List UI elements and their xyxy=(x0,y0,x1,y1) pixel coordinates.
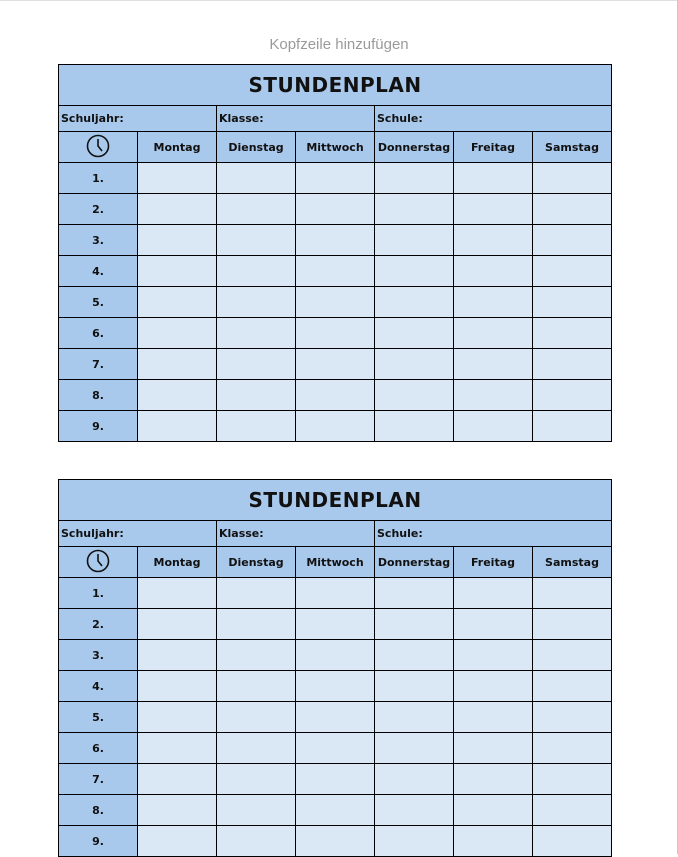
lesson-cell[interactable] xyxy=(296,349,375,380)
table-row xyxy=(59,609,612,640)
lesson-cell[interactable] xyxy=(296,411,375,442)
day-header: Donnerstag xyxy=(375,132,454,163)
table-row xyxy=(59,380,612,411)
lesson-cell[interactable] xyxy=(217,225,296,256)
lesson-cell[interactable] xyxy=(533,702,612,733)
lesson-cell[interactable] xyxy=(138,640,217,671)
table-row xyxy=(59,826,612,857)
lesson-cell[interactable] xyxy=(138,795,217,826)
lesson-cell[interactable] xyxy=(375,380,454,411)
period-number: 5. xyxy=(59,287,138,318)
lesson-cell[interactable] xyxy=(454,640,533,671)
schule-field[interactable]: Schule: xyxy=(375,106,612,132)
table-row xyxy=(59,287,612,318)
lesson-cell[interactable] xyxy=(217,194,296,225)
lesson-cell[interactable] xyxy=(138,826,217,857)
lesson-cell[interactable] xyxy=(375,225,454,256)
lesson-cell[interactable] xyxy=(296,764,375,795)
lesson-cell[interactable] xyxy=(138,318,217,349)
lesson-cell[interactable] xyxy=(296,163,375,194)
lesson-cell[interactable] xyxy=(296,225,375,256)
lesson-cell[interactable] xyxy=(454,380,533,411)
clock-icon xyxy=(86,134,110,161)
lesson-cell[interactable] xyxy=(217,609,296,640)
lesson-cell[interactable] xyxy=(375,609,454,640)
lesson-cell[interactable] xyxy=(217,411,296,442)
lesson-cell[interactable] xyxy=(217,318,296,349)
lesson-cell[interactable] xyxy=(138,225,217,256)
lesson-cell[interactable] xyxy=(296,609,375,640)
lesson-cell[interactable] xyxy=(138,411,217,442)
schule-field[interactable]: Schule: xyxy=(375,521,612,547)
lesson-cell[interactable] xyxy=(217,671,296,702)
lesson-cell[interactable] xyxy=(217,795,296,826)
table-row xyxy=(59,256,612,287)
lesson-cell[interactable] xyxy=(296,702,375,733)
lesson-cell[interactable] xyxy=(138,702,217,733)
period-number: 6. xyxy=(59,318,138,349)
lesson-cell[interactable] xyxy=(217,702,296,733)
lesson-cell[interactable] xyxy=(454,287,533,318)
time-header xyxy=(59,132,138,163)
lesson-cell[interactable] xyxy=(533,411,612,442)
lesson-cell[interactable] xyxy=(296,826,375,857)
day-header: Freitag xyxy=(454,547,533,578)
table-row xyxy=(59,795,612,826)
lesson-cell[interactable] xyxy=(454,349,533,380)
lesson-cell[interactable] xyxy=(454,795,533,826)
lesson-cell[interactable] xyxy=(296,795,375,826)
lesson-cell[interactable] xyxy=(533,733,612,764)
lesson-cell[interactable] xyxy=(296,194,375,225)
lesson-cell[interactable] xyxy=(375,349,454,380)
lesson-cell[interactable] xyxy=(375,163,454,194)
timetable xyxy=(58,479,612,857)
day-header: Montag xyxy=(138,547,217,578)
lesson-cell[interactable] xyxy=(375,287,454,318)
period-number: 8. xyxy=(59,795,138,826)
lesson-cell[interactable] xyxy=(375,411,454,442)
lesson-cell[interactable] xyxy=(454,826,533,857)
lesson-cell[interactable] xyxy=(533,163,612,194)
lesson-cell[interactable] xyxy=(454,702,533,733)
lesson-cell[interactable] xyxy=(296,671,375,702)
lesson-cell[interactable] xyxy=(375,256,454,287)
lesson-cell[interactable] xyxy=(138,764,217,795)
period-number: 3. xyxy=(59,640,138,671)
lesson-cell[interactable] xyxy=(217,163,296,194)
day-header: Dienstag xyxy=(217,132,296,163)
lesson-cell[interactable] xyxy=(375,733,454,764)
lesson-cell[interactable] xyxy=(375,640,454,671)
lesson-cell[interactable] xyxy=(138,194,217,225)
lesson-cell[interactable] xyxy=(454,671,533,702)
lesson-cell[interactable] xyxy=(454,194,533,225)
table-row xyxy=(59,733,612,764)
period-number: 4. xyxy=(59,671,138,702)
lesson-cell[interactable] xyxy=(217,287,296,318)
period-number: 3. xyxy=(59,225,138,256)
day-header: Montag xyxy=(138,132,217,163)
lesson-cell[interactable] xyxy=(296,578,375,609)
lesson-cell[interactable] xyxy=(375,764,454,795)
lesson-cell[interactable] xyxy=(296,380,375,411)
period-number: 7. xyxy=(59,349,138,380)
lesson-cell[interactable] xyxy=(217,733,296,764)
lesson-cell[interactable] xyxy=(296,287,375,318)
lesson-cell[interactable] xyxy=(454,578,533,609)
lesson-cell[interactable] xyxy=(217,640,296,671)
period-number: 4. xyxy=(59,256,138,287)
day-header: Samstag xyxy=(533,547,612,578)
lesson-cell[interactable] xyxy=(533,795,612,826)
table-row xyxy=(59,225,612,256)
lesson-cell[interactable] xyxy=(454,609,533,640)
lesson-cell[interactable] xyxy=(217,256,296,287)
day-header: Mittwoch xyxy=(296,547,375,578)
day-header: Mittwoch xyxy=(296,132,375,163)
period-number: 9. xyxy=(59,411,138,442)
lesson-cell[interactable] xyxy=(138,609,217,640)
lesson-cell[interactable] xyxy=(533,826,612,857)
lesson-cell[interactable] xyxy=(138,380,217,411)
day-header: Freitag xyxy=(454,132,533,163)
header-placeholder[interactable]: Kopfzeile hinzufügen xyxy=(269,36,409,53)
table-row xyxy=(59,318,612,349)
lesson-cell[interactable] xyxy=(533,671,612,702)
table-row xyxy=(59,578,612,609)
table-row xyxy=(59,702,612,733)
klasse-field[interactable]: Klasse: xyxy=(217,521,375,547)
lesson-cell[interactable] xyxy=(454,318,533,349)
lesson-cell[interactable] xyxy=(217,380,296,411)
lesson-cell[interactable] xyxy=(375,826,454,857)
lesson-cell[interactable] xyxy=(454,411,533,442)
table-row xyxy=(59,349,612,380)
lesson-cell[interactable] xyxy=(533,287,612,318)
period-number: 1. xyxy=(59,163,138,194)
period-number: 5. xyxy=(59,702,138,733)
timetable-title: STUNDENPLAN xyxy=(59,65,612,106)
lesson-cell[interactable] xyxy=(375,578,454,609)
day-header: Donnerstag xyxy=(375,547,454,578)
table-row xyxy=(59,671,612,702)
table-row xyxy=(59,194,612,225)
lesson-cell[interactable] xyxy=(533,578,612,609)
lesson-cell[interactable] xyxy=(375,795,454,826)
lesson-cell[interactable] xyxy=(454,225,533,256)
lesson-cell[interactable] xyxy=(296,733,375,764)
period-number: 2. xyxy=(59,194,138,225)
time-header xyxy=(59,547,138,578)
lesson-cell[interactable] xyxy=(533,380,612,411)
lesson-cell[interactable] xyxy=(533,225,612,256)
period-number: 8. xyxy=(59,380,138,411)
lesson-cell[interactable] xyxy=(375,318,454,349)
day-header: Samstag xyxy=(533,132,612,163)
lesson-cell[interactable] xyxy=(533,640,612,671)
lesson-cell[interactable] xyxy=(533,609,612,640)
period-number: 9. xyxy=(59,826,138,857)
clock-icon xyxy=(86,549,110,576)
lesson-cell[interactable] xyxy=(138,733,217,764)
table-row xyxy=(59,163,612,194)
page-top-edge xyxy=(0,0,678,1)
schuljahr-field[interactable]: Schuljahr: xyxy=(59,521,217,547)
lesson-cell[interactable] xyxy=(138,578,217,609)
lesson-cell[interactable] xyxy=(296,318,375,349)
timetable-title: STUNDENPLAN xyxy=(59,480,612,521)
table-row xyxy=(59,411,612,442)
table-row xyxy=(59,764,612,795)
lesson-cell[interactable] xyxy=(138,287,217,318)
period-number: 7. xyxy=(59,764,138,795)
period-number: 6. xyxy=(59,733,138,764)
lesson-cell[interactable] xyxy=(454,733,533,764)
lesson-cell[interactable] xyxy=(296,640,375,671)
timetable xyxy=(58,64,612,442)
lesson-cell[interactable] xyxy=(454,163,533,194)
lesson-cell[interactable] xyxy=(217,578,296,609)
lesson-cell[interactable] xyxy=(217,826,296,857)
klasse-field[interactable]: Klasse: xyxy=(217,106,375,132)
lesson-cell[interactable] xyxy=(454,256,533,287)
lesson-cell[interactable] xyxy=(533,318,612,349)
lesson-cell[interactable] xyxy=(296,256,375,287)
lesson-cell[interactable] xyxy=(138,671,217,702)
lesson-cell[interactable] xyxy=(217,764,296,795)
lesson-cell[interactable] xyxy=(533,764,612,795)
lesson-cell[interactable] xyxy=(138,163,217,194)
lesson-cell[interactable] xyxy=(533,349,612,380)
lesson-cell[interactable] xyxy=(533,194,612,225)
lesson-cell[interactable] xyxy=(533,256,612,287)
day-header: Dienstag xyxy=(217,547,296,578)
lesson-cell[interactable] xyxy=(138,349,217,380)
lesson-cell[interactable] xyxy=(375,194,454,225)
lesson-cell[interactable] xyxy=(375,671,454,702)
lesson-cell[interactable] xyxy=(375,702,454,733)
lesson-cell[interactable] xyxy=(138,256,217,287)
lesson-cell[interactable] xyxy=(217,349,296,380)
period-number: 2. xyxy=(59,609,138,640)
schuljahr-field[interactable]: Schuljahr: xyxy=(59,106,217,132)
lesson-cell[interactable] xyxy=(454,764,533,795)
period-number: 1. xyxy=(59,578,138,609)
table-row xyxy=(59,640,612,671)
